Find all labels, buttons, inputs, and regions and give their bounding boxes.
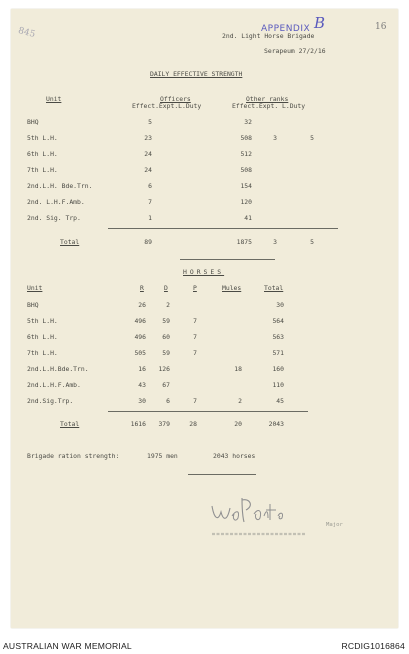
horses-total-rule <box>108 411 308 412</box>
other-effective: 508 <box>240 166 252 174</box>
place-date: Serapeum 27/2/16 <box>264 47 326 55</box>
unit-name: BHQ <box>27 118 39 126</box>
officers-effective: 24 <box>144 166 152 174</box>
horses-col-d: D <box>164 284 168 292</box>
horses-total: 160 <box>272 365 284 373</box>
horses-p: 7 <box>193 333 197 341</box>
horses-total: 45 <box>276 397 284 405</box>
unit-name: 6th L.H. <box>27 333 58 341</box>
officers-effective: 7 <box>148 198 152 206</box>
other-total-expt: 3 <box>273 238 277 246</box>
total-rule <box>108 228 338 229</box>
horses-total: 563 <box>272 333 284 341</box>
officers-effective: 24 <box>144 150 152 158</box>
horses-mules: 18 <box>234 365 242 373</box>
other-total-effective: 1875 <box>236 238 252 246</box>
horses-col-p: P <box>193 284 197 292</box>
officers-effective: 5 <box>148 118 152 126</box>
officers-effective: 6 <box>148 182 152 190</box>
horses-d: 59 <box>162 317 170 325</box>
horses-p: 7 <box>193 349 197 357</box>
signature-block <box>206 488 346 538</box>
horses-total-label: Total <box>60 420 80 428</box>
unit-name: BHQ <box>27 301 39 309</box>
unit-name: 5th L.H. <box>27 134 58 142</box>
horses-grand-total: 2043 <box>268 420 284 428</box>
horses-total: 571 <box>272 349 284 357</box>
unit-name: 2nd.L.H. Bde.Trn. <box>27 182 93 190</box>
other-effective: 508 <box>240 134 252 142</box>
other-effective: 41 <box>244 214 252 222</box>
ration-men: 1975 men <box>147 452 178 460</box>
horses-total-r: 1616 <box>130 420 146 428</box>
horses-r: 30 <box>138 397 146 405</box>
horses-total-d: 379 <box>158 420 170 428</box>
footer-record-id: RCDIG1016864 <box>341 641 405 651</box>
ration-horses: 2043 horses <box>213 452 256 460</box>
unit-name: 7th L.H. <box>27 166 58 174</box>
signature-rank: Major <box>326 522 343 528</box>
pencil-mark: 845 <box>16 25 37 41</box>
brigade-name: 2nd. Light Horse Brigade <box>222 32 315 40</box>
officers-col-unit: Unit <box>46 95 62 103</box>
horses-r: 16 <box>138 365 146 373</box>
appendix-letter: B <box>314 14 326 32</box>
horses-col-total: Total <box>264 284 284 292</box>
other-effective: 512 <box>240 150 252 158</box>
horses-r: 496 <box>134 333 146 341</box>
horses-total: 30 <box>276 301 284 309</box>
appendix-stamp: APPENDIX <box>261 24 311 34</box>
horses-d: 6 <box>166 397 170 405</box>
unit-name: 2nd. Sig. Trp. <box>27 214 81 222</box>
unit-name: 2nd.L.H.F.Amb. <box>27 381 81 389</box>
horses-r: 496 <box>134 317 146 325</box>
document-title: DAILY EFFECTIVE STRENGTH <box>150 70 243 78</box>
footer-archive-name: AUSTRALIAN WAR MEMORIAL <box>3 641 132 651</box>
officers-group-header: Officers <box>160 95 191 103</box>
horses-mules: 2 <box>238 397 242 405</box>
horses-col-r: R <box>140 284 144 292</box>
other-effective: 32 <box>244 118 252 126</box>
horses-r: 505 <box>134 349 146 357</box>
horses-d: 67 <box>162 381 170 389</box>
horses-d: 126 <box>158 365 170 373</box>
officers-subheader: Effect.Expt.L.Duty <box>132 102 202 110</box>
other-ranks-group-header: Other ranks <box>246 95 289 103</box>
unit-name: 7th L.H. <box>27 349 58 357</box>
horses-d: 59 <box>162 349 170 357</box>
other-expt: 3 <box>273 134 277 142</box>
officers-effective: 1 <box>148 214 152 222</box>
horses-total: 110 <box>272 381 284 389</box>
horses-col-unit: Unit <box>27 284 43 292</box>
other-lduty: 5 <box>310 134 314 142</box>
horses-r: 26 <box>138 301 146 309</box>
officers-total: 89 <box>144 238 152 246</box>
horses-p: 7 <box>193 317 197 325</box>
unit-name: 2nd.Sig.Trp. <box>27 397 74 405</box>
folio-number: 16 <box>375 22 387 32</box>
unit-name: 2nd.L.H.Bde.Trn. <box>27 365 89 373</box>
handwritten-signature <box>206 488 346 538</box>
horses-d: 60 <box>162 333 170 341</box>
officers-total-label: Total <box>60 238 80 246</box>
other-effective: 154 <box>240 182 252 190</box>
horses-total-mules: 20 <box>234 420 242 428</box>
section-divider <box>180 259 275 260</box>
officers-effective: 23 <box>144 134 152 142</box>
unit-name: 2nd. L.H.F.Amb. <box>27 198 85 206</box>
ration-label: Brigade ration strength: <box>27 452 120 460</box>
horses-total: 564 <box>272 317 284 325</box>
horses-col-mules: Mules <box>222 284 242 292</box>
other-effective: 120 <box>240 198 252 206</box>
unit-name: 6th L.H. <box>27 150 58 158</box>
horses-p: 7 <box>193 397 197 405</box>
horses-r: 43 <box>138 381 146 389</box>
horses-total-p: 28 <box>189 420 197 428</box>
closing-rule <box>188 474 256 475</box>
unit-name: 5th L.H. <box>27 317 58 325</box>
horses-title: HORSES <box>183 268 225 276</box>
other-total-lduty: 5 <box>310 238 314 246</box>
horses-d: 2 <box>166 301 170 309</box>
other-ranks-subheader: Effect.Expt. L.Duty <box>232 102 306 110</box>
